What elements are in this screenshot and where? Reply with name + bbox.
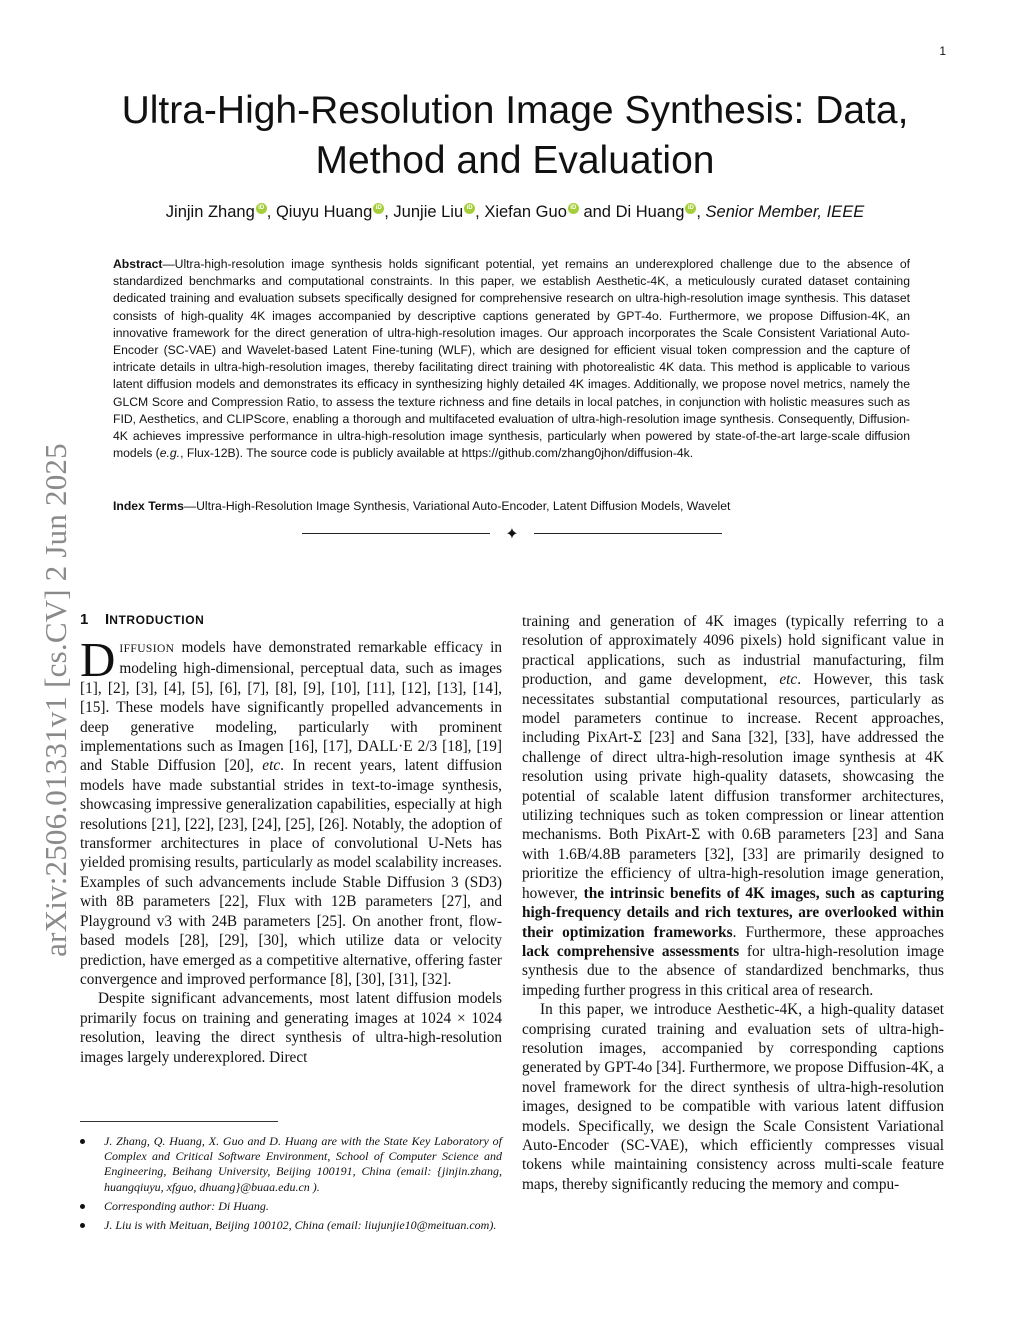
orcid-icon[interactable]: iD — [373, 203, 384, 214]
footnote-rule — [80, 1121, 278, 1122]
footnotes — [80, 1134, 502, 1237]
bullet-icon — [80, 1139, 85, 1144]
author-name: Qiuyu Huang — [275, 203, 373, 221]
right-column — [522, 612, 944, 1194]
intro-paragraph-3 — [522, 612, 944, 1000]
author-separator: , — [696, 203, 706, 221]
author-list — [80, 200, 950, 224]
paragraph-text: . In recent years, latent diffusion models have made substantial strides in text-to-image synthesis, showcasing impressive generalization capabilities, especially at high resolutions [21], [22], [23], [24], [25], [26]. Notably, the adoption of transformer architectures in place of convolutional U-Nets has yielded promising results, particularly as model scalability increases. Examples of such advancements include Stable Diffusion 3 (SD3) with 8B parameters [22], Flux with 12B parameters [27], and Playground v3 with 24B parameters [25]. On another front, flow-based models [28], [29], [30], which utilize data or velocity prediction, have emerged as a competitive alternative, offering faster convergence and improved performance [8], [30], [31], [32]. — [80, 757, 502, 988]
footnote-text: J. Zhang, Q. Huang, X. Guo and D. Huang are with the State Key Laboratory of Complex and Critical Software Environment, School of Computer Science and Engineering, Beihang University, Beijing 100191, China (email: {jinjin.zhang, huangqiuyu, xfguo, dhuang}@buaa.edu.cn ). — [104, 1134, 502, 1194]
author-separator: and — [578, 203, 616, 221]
orcid-icon[interactable]: iD — [685, 203, 696, 214]
arxiv-identifier-stamp: arXiv:2506.01331v1 [cs.CV] 2 Jun 2025 — [38, 443, 73, 957]
bullet-icon — [80, 1223, 85, 1228]
section-number: 1 — [80, 611, 89, 628]
paragraph-etc: etc — [262, 757, 281, 775]
paragraph-text: . Furthermore, these approaches — [732, 923, 944, 941]
abstract-text: —Ultra-high-resolution image synthesis holds significant potential, yet remains an underexplored challenge due to the absence of standardized benchmarks and computational constraints. In this paper, we establish Aesthetic-4K, a meticulously curated dataset containing dedicated training and evaluation subsets specifically designed for comprehensive research on ultra-high-resolution image synthesis. This dataset consists of high-quality 4K images accompanied by descriptive captions generated by GPT-4o. Furthermore, we propose Diffusion-4K, an innovative framework for the direct generation of ultra-high-resolution images. Our approach incorporates the Scale Consistent Variational Auto-Encoder (SC-VAE) and Wavelet-based Latent Fine-tuning (WLF), which are designed for efficient visual token compression and the capture of intricate details in ultra-high-resolution images, thereby facilitating direct training with photorealistic 4K data. This method is applicable to various latent diffusion models and demonstrates its efficacy in synthesizing highly detailed 4K images. Additionally, we propose novel metrics, namely the GLCM Score and Compression Ratio, to assess the texture richness and fine details in local patches, in conjunction with holistic measures such as FID, Aesthetics, and CLIPScore, enabling a thorough and multifaceted evaluation of ultra-high-resolution image synthesis. Consequently, Diffusion-4K achieves impressive performance in ultra-high-resolution image synthesis, particularly when powered by state-of-the-art large-scale diffusion models ( — [113, 257, 910, 461]
abstract — [113, 256, 910, 462]
title-line-1: Ultra-High-Resolution Image Synthesis: Data, — [121, 89, 909, 132]
author-name: Xiefan Guo — [484, 203, 567, 221]
footnote-text: J. Liu is with Meituan, Beijing 100102, China (email: liujunjie10@meituan.com). — [104, 1218, 497, 1233]
abstract-label: Abstract — [113, 257, 163, 271]
paragraph-etc: etc — [779, 671, 798, 689]
left-column — [80, 632, 502, 1067]
bold-claim: lack comprehensive assessments — [522, 942, 740, 960]
index-terms-text: —Ultra-High-Resolution Image Synthesis, Variational Auto-Encoder, Latent Diffusion Models, Wavelet — [183, 499, 731, 513]
footnote-item — [80, 1218, 502, 1233]
divider-rule-right — [534, 533, 722, 534]
author-name: Di Huang — [615, 203, 685, 221]
bold-claim: the intrinsic benefits of 4K images, such as capturing high-frequency details and rich textures, are overlooked within their optimization frameworks — [522, 884, 944, 941]
section-heading — [80, 611, 204, 628]
abstract-text-end: , Flux-12B). The source code is publicly available at https://github.com/zhang0jhon/diffusion-4k. — [180, 446, 694, 461]
footnote-item — [80, 1134, 502, 1195]
paragraph-text: for ultra-high-resolution image synthesis due to the absence of standardized benchmarks, thus impeding further progress in this critical area of research. — [522, 942, 945, 999]
intro-paragraph-4: In this paper, we introduce Aesthetic-4K, a high-quality dataset comprising curated training and evaluation sets of ultra-high-resolution images, accompanied by corresponding captions generated by GPT-4o [34]. Furthermore, we propose Diffusion-4K, a novel framework for the direct synthesis of ultra-high-resolution images, designed to be compatible with various latent diffusion models. Specifically, we design the Scale Consistent Variational Auto-Encoder (SC-VAE), which efficiently compresses visual tokens while maintaining consistency across multi-scale feature maps, thereby significantly reducing the memory and compu- — [522, 1001, 944, 1193]
author-separator: , — [384, 203, 394, 221]
intro-paragraph-1 — [80, 632, 502, 989]
paragraph-text: models have demonstrated remarkable efficacy in modeling high-dimensional, perceptual data, such as images [1], [2], [3], [4], [5], [6], [7], [8], [9], [10], [11], [12], [13], [14], [15]. These models have significantly propelled advancements in deep generative modeling, particularly with prominent implementations such as Imagen [16], [17], DALL·E 2/3 [18], [19] and Stable Diffusion [20], — [80, 639, 502, 775]
section-divider — [302, 524, 722, 544]
abstract-eg: e.g. — [159, 446, 181, 461]
author-separator: , — [266, 203, 276, 221]
drop-cap: D — [80, 632, 116, 687]
author-name: Junjie Liu — [393, 203, 464, 221]
paragraph-text: . However, this task necessitates substantial computational resources, particularly as model parameters continue to increase. Recent approaches, including PixArt-Σ [23] and Sana [32], [33], have addressed the challenge of direct ultra-high-resolution image synthesis at 4K resolution using private high-quality datasets, showcasing the potential of scalable latent diffusion transformer architectures, utilizing techniques such as token compression or linear attention mechanisms. Both PixArt-Σ with 0.6B parameters [23] and Sana with 1.6B/4.8B parameters [32], [33] are primarily designed to prioritize the efficiency of ultra-high-resolution image generation, however, — [522, 671, 944, 902]
author-name: Jinjin Zhang — [165, 203, 255, 221]
footnote-text: Corresponding author: Di Huang. — [104, 1198, 269, 1213]
paragraph-text: training and generation of 4K images (typically referring to a resolution of approximately 4096 pixels) hold significant value in practical applications, such as industrial manufacturing, film production, and game development, — [522, 613, 944, 689]
paper-title — [100, 86, 930, 186]
author-separator: , — [475, 203, 485, 221]
index-terms-label: Index Terms — [113, 499, 184, 513]
divider-rule-left — [302, 533, 490, 534]
drop-cap-rest: IFFUSION — [119, 643, 175, 655]
orcid-icon[interactable]: iD — [568, 203, 579, 214]
orcid-icon[interactable]: iD — [256, 203, 267, 214]
bullet-icon — [80, 1204, 85, 1209]
index-terms — [113, 498, 910, 515]
divider-diamond-icon: ✦ — [505, 524, 519, 543]
page-number: 1 — [939, 44, 946, 58]
section-title-initial: I — [105, 611, 110, 628]
title-line-2: Method and Evaluation — [315, 139, 715, 182]
section-title-rest: NTRODUCTION — [109, 613, 205, 627]
author-membership: Senior Member, IEEE — [705, 203, 865, 221]
orcid-icon[interactable]: iD — [464, 203, 475, 214]
footnote-item — [80, 1199, 502, 1214]
intro-paragraph-2: Despite significant advancements, most latent diffusion models primarily focus on training and generating images at 1024 × 1024 resolution, leaving the direct synthesis of ultra-high-resolution images largely underexplored. Direct — [80, 990, 502, 1066]
